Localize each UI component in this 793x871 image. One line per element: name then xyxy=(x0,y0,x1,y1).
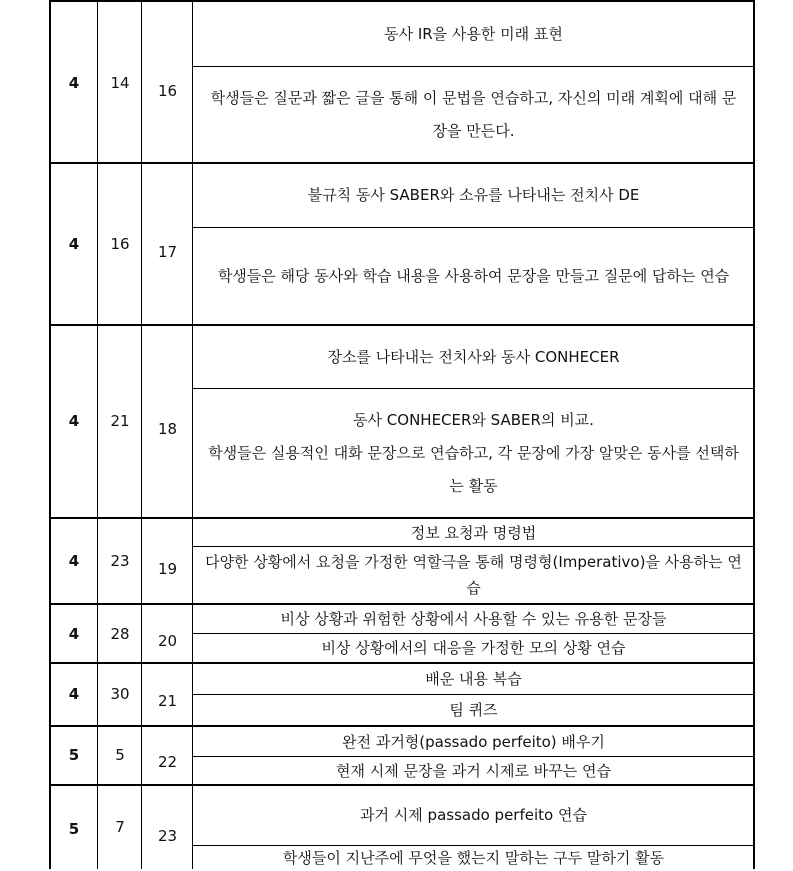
month-cell: 4 xyxy=(68,552,80,570)
activity-cell: 비상 상황에서의 대응을 가정한 모의 상황 연습 xyxy=(321,639,626,657)
topic-cell: 배운 내용 복습 xyxy=(425,670,522,688)
lesson-number-cell: 23 xyxy=(157,827,178,845)
topic-cell: 완전 과거형(passado perfeito) 배우기 xyxy=(342,732,605,751)
topic-cell: 정보 요청과 명령법 xyxy=(410,523,537,542)
day-cell: 30 xyxy=(110,685,130,703)
activity-cell: 학생들은 해당 동사와 학습 내용을 사용하여 문장을 만들고 질문에 답하는 연습 xyxy=(217,266,730,285)
activity-cell: 학생들은 질문과 짧은 글을 통해 이 문법을 연습하고, 자신의 미래 계획에 대해 문장을 만든다. xyxy=(210,88,737,140)
lesson-number-cell: 20 xyxy=(157,632,178,650)
topic-cell: 동사 IR을 사용한 미래 표현 xyxy=(384,24,563,43)
day-cell: 7 xyxy=(115,818,125,836)
day-cell: 5 xyxy=(115,746,125,764)
topic-cell: 장소를 나타내는 전치사와 동사 CONHECER xyxy=(327,347,620,366)
activity-cell xyxy=(193,389,754,517)
month-cell: 4 xyxy=(68,685,80,703)
month-cell: 4 xyxy=(68,235,80,253)
activity-cell: 팀 퀴즈 xyxy=(449,701,498,719)
activity-description-text: 학생들은 실용적인 대화 문장으로 연습하고, 각 문장에 가장 알맞은 동사를 선택하는 활동 xyxy=(208,443,739,495)
activity-cell: 다양한 상황에서 요청을 가정한 역할극을 통해 명령형(Imperativo)을 사용하는 연습 xyxy=(205,553,742,597)
lesson-number-cell: 21 xyxy=(157,692,178,710)
lesson-number-cell: 19 xyxy=(157,560,178,578)
activity-comparison-text: 동사 CONHECER와 SABER의 비교. xyxy=(353,410,594,429)
topic-cell: 비상 상황과 위험한 상황에서 사용할 수 있는 유용한 문장들 xyxy=(280,610,667,628)
lesson-number-cell: 17 xyxy=(157,243,178,261)
topic-cell: 불규칙 동사 SABER와 소유를 나타내는 전치사 DE xyxy=(307,186,640,204)
lesson-number-cell: 22 xyxy=(157,753,178,771)
day-cell: 23 xyxy=(110,552,130,570)
day-cell: 16 xyxy=(110,235,130,253)
activity-cell: 현재 시제 문장을 과거 시제로 바꾸는 연습 xyxy=(336,761,611,780)
activity-cell: 학생들이 지난주에 무엇을 했는지 말하는 구두 말하기 활동 xyxy=(282,848,665,867)
lesson-number-cell: 16 xyxy=(157,82,178,100)
topic-cell: 과거 시제 passado perfeito 연습 xyxy=(360,806,587,824)
day-cell: 14 xyxy=(110,74,130,92)
month-cell: 4 xyxy=(68,625,80,643)
month-cell: 4 xyxy=(68,74,80,92)
lesson-number-cell: 18 xyxy=(157,420,178,438)
month-cell: 5 xyxy=(68,746,80,764)
day-cell: 28 xyxy=(110,625,130,643)
day-cell: 21 xyxy=(110,412,130,430)
month-cell: 4 xyxy=(68,412,80,430)
month-cell: 5 xyxy=(68,820,80,838)
